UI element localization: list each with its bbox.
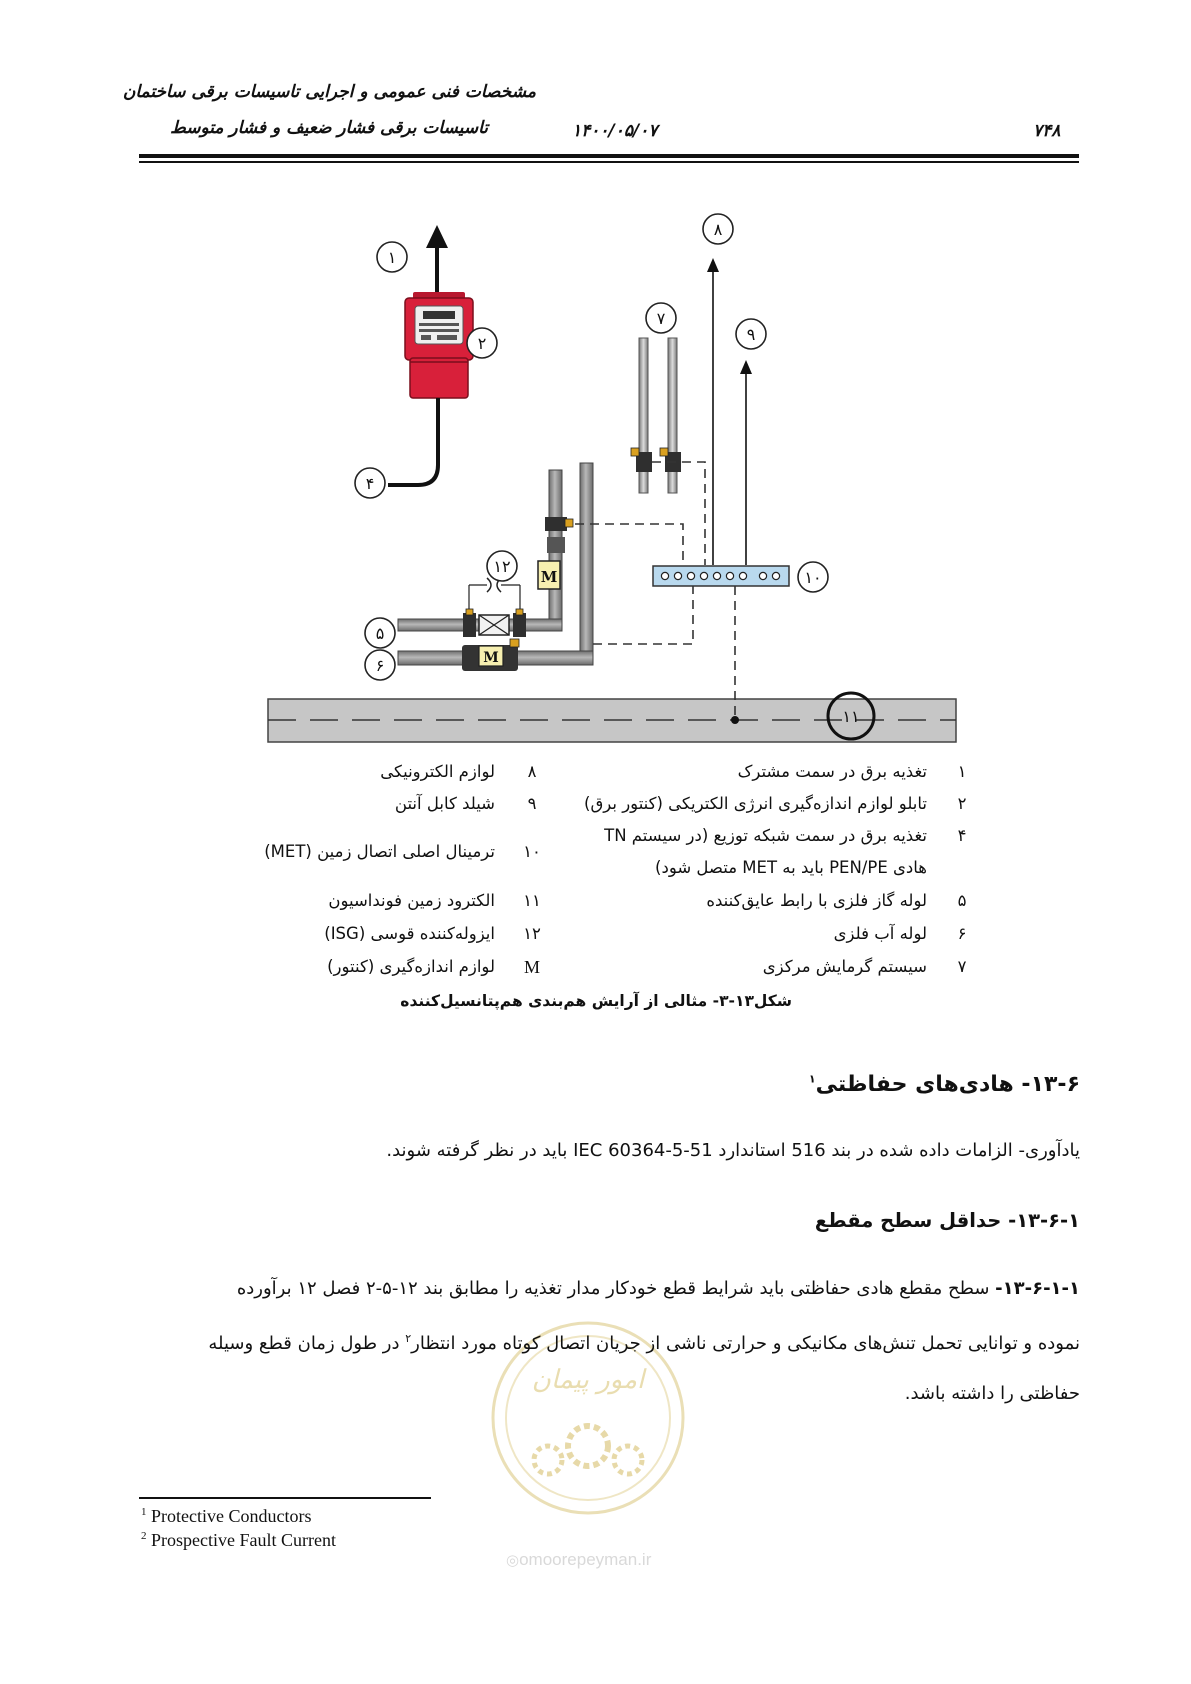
legend-num: ۶ [957, 924, 967, 943]
footnote-1: $^1$ Protective Conductors [141, 1506, 312, 1526]
arrow-up-icon [426, 225, 448, 248]
legend-text: لوازم اندازه‌گیری (کنتور) [327, 957, 495, 976]
callout-5: ۵ [375, 624, 385, 643]
body-paragraph-line2: نموده و توانایی تحمل تنش‌های مکانیکی و حرارتی ناشی از جریان اتصال کوتاه مورد انتظار$^۲$ در طول زمان قطع وسیله [208, 1332, 1080, 1354]
note-paragraph: یادآوری- الزامات داده شده در بند 516 استاندارد IEC 60364-5-51 باید در نظر گرفته شوند. [386, 1140, 1080, 1161]
legend-text: ایزوله‌کننده قوسی (ISG) [324, 924, 495, 943]
legend-num: ۱۲ [523, 924, 541, 943]
footnote-2: $^2$ Prospective Fault Current [141, 1530, 336, 1550]
body-paragraph-line1: ۱۳-۶-۱-۱- سطح مقطع هادی حفاظتی باید شرایط قطع خودکار مدار تغذیه را مطابق بند ۱۲-۵-۲ فصل ۱۲ برآورده [236, 1278, 1080, 1299]
legend-text: لوله گاز فلزی با رابط عایق‌کننده [706, 891, 927, 910]
watermark-site: ◎omoorepeyman.ir [506, 1550, 652, 1569]
bonding-clamp [545, 517, 567, 531]
legend-text: الکترود زمین فونداسیون [328, 891, 495, 910]
watermark-seal-text: امور پیمان [531, 1365, 645, 1395]
legend-num: ۱۰ [523, 842, 541, 861]
legend-num: ۷ [957, 957, 967, 976]
document-title: مشخصات فنی عمومی و اجرایی تاسیسات برقی ساختمان [122, 82, 536, 102]
bonding-conductor [652, 462, 705, 565]
callout-6: ۶ [375, 656, 385, 675]
callout-1: ۱ [387, 248, 397, 267]
grid-supply-cable [388, 398, 438, 485]
foundation-junction-dot [731, 716, 739, 724]
legend-text: تغذیه برق در سمت شبکه توزیع (در سیستم TN [604, 826, 927, 845]
electricity-meter-cabinet [405, 292, 473, 398]
legend-num: ۸ [527, 762, 537, 781]
callout-4: ۴ [365, 474, 375, 493]
body-paragraph-line3: حفاظتی را داشته باشد. [904, 1383, 1080, 1404]
legend-num: ۱۱ [523, 891, 541, 910]
gas-meter-label: M [540, 568, 558, 586]
footnote-ref: ۱ [808, 1072, 816, 1086]
document-subtitle: تاسیسات برقی فشار ضعیف و فشار متوسط [170, 118, 488, 138]
vertical-pipe-right [580, 463, 593, 661]
callout-10: ۱۰ [804, 568, 822, 587]
legend-num: M [523, 957, 540, 977]
legend-text: لوله آب فلزی [833, 924, 927, 943]
callout-12: ۱۲ [493, 557, 511, 576]
legend-text-cont: هادی PEN/PE باید به MET متصل شود) [655, 858, 927, 877]
bonding-conductor [593, 586, 693, 644]
legend-num: ۵ [957, 891, 967, 910]
footnote-rule [139, 1497, 431, 1499]
bonding-diagram [0, 0, 1191, 760]
section-heading: ۱۳-۶- هادی‌های حفاظتی$^۱$ [808, 1072, 1080, 1097]
legend-text: تابلو لوازم اندازه‌گیری انرژی الکتریکی (کنتور برق) [584, 794, 927, 813]
legend-num: ۱ [957, 762, 967, 781]
figure-caption: شکل۱۳-۳- مثالی از آرایش هم‌بندی هم‌پتانسیل‌کننده [400, 992, 792, 1010]
legend-text: تغذیه برق در سمت مشترک [737, 762, 927, 781]
subsection-heading: ۱۳-۶-۱- حداقل سطح مقطع [814, 1209, 1080, 1232]
arrow-up-icon [707, 258, 719, 272]
callout-7: ۷ [656, 309, 666, 328]
callout-8: ۸ [713, 220, 723, 239]
paragraph-number: ۱۳-۶-۱-۱- [995, 1278, 1080, 1299]
legend-num: ۹ [527, 794, 537, 813]
footnote-ref: ۲ [405, 1332, 412, 1345]
page-number: ۷۴۸ [1033, 121, 1061, 141]
callout-9: ۹ [746, 325, 756, 344]
header-date: ۱۴۰۰/۰۵/۰۷ [572, 121, 658, 141]
legend-num: ۲ [957, 794, 967, 813]
bonding-clamp [513, 613, 526, 637]
legend-text: لوازم الکترونیکی [380, 762, 495, 781]
water-meter-label: M [483, 650, 499, 666]
callout-11: ۱۱ [842, 707, 860, 726]
legend-text: سیستم گرمایش مرکزی [762, 957, 927, 976]
legend-text: شیلد کابل آنتن [394, 794, 495, 813]
callout-2: ۲ [477, 334, 487, 353]
bonding-clamp [463, 613, 476, 637]
legend-num: ۴ [957, 826, 967, 845]
legend-text: ترمینال اصلی اتصال زمین (MET) [264, 842, 495, 861]
arrow-up-icon [740, 360, 752, 374]
